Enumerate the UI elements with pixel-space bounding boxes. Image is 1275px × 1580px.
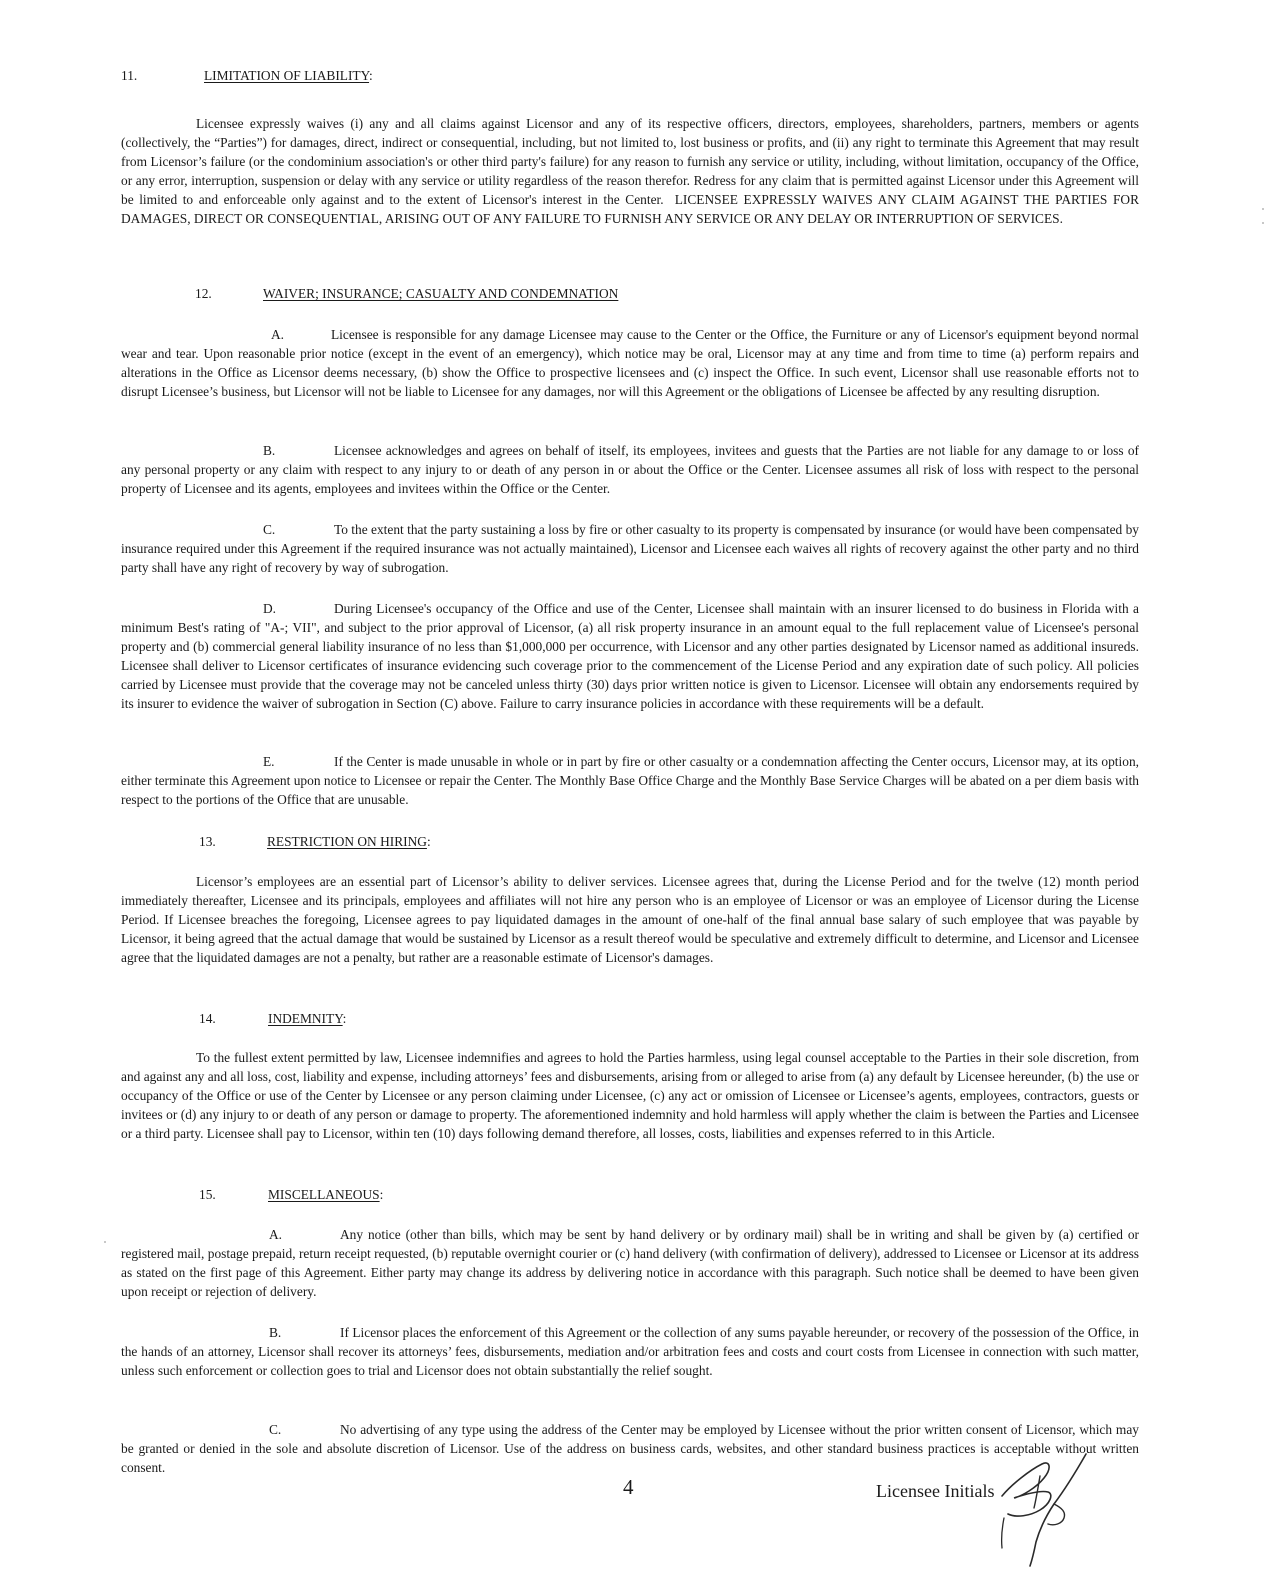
section-title: LIMITATION OF LIABILITY	[204, 68, 370, 83]
scan-speck	[104, 1241, 106, 1243]
section-12-e	[121, 752, 1139, 809]
section-number: 13.	[199, 834, 216, 849]
section-15-heading: 15. MISCELLANEOUS:	[199, 1187, 384, 1202]
section-number: 15.	[199, 1187, 216, 1202]
section-11-heading: 11. LIMITATION OF LIABILITY:	[121, 68, 373, 83]
scan-speck	[1262, 208, 1264, 210]
sub-label: B.	[263, 443, 276, 458]
section-12-d	[121, 599, 1139, 713]
section-12-c	[121, 520, 1139, 577]
section-13-heading: 13. RESTRICTION ON HIRING:	[199, 834, 431, 849]
sub-label: C.	[263, 522, 276, 537]
paragraph-text: Licensee expressly waives (i) any and all claims against Licensor and any of its respective officers, directors, employees, shareholders, partners, members or agents (collectively, the “Parties”) for damages, direct, indirect or consequential, including, but not limited to, lost business or profits, and (ii) any right to terminate this Agreement that may result from Licensor’s failure (or the condominium association's or other third party's failure) for any reason to furnish any service or utility, including, without limitation, occupancy of the Office, or any error, interruption, suspension or delay with any service or utility regardless of the reason therefor. Redress for any claim that is permitted against Licensor under this Agreement will be limited to and enforceable only against and to the extent of Licensor's interest in the Center.	[121, 116, 1139, 207]
section-12-heading	[195, 284, 618, 303]
sub-label: A.	[269, 1227, 283, 1242]
section-number: 11.	[121, 68, 138, 83]
sub-label: A.	[271, 327, 285, 342]
sub-label: E.	[263, 754, 275, 769]
paragraph-text: If the Center is made unusable in whole or in part by fire or other casualty or a condemnation affecting the Center occurs, Licensor may, at its option, either terminate this Agreement upon notice to Licensee or repair the Center. The Monthly Base Office Charge and the Monthly Base Service Charges will be abated on a per diem basis with respect to the portions of the Office that are unusable.	[121, 754, 1139, 807]
section-title: INDEMNITY	[268, 1011, 343, 1026]
paragraph-text: Licensee acknowledges and agrees on behalf of itself, its employees, invitees and guests that the Parties are not liable for any damage to or loss of any personal property or any claim with respect to any injury to or death of any person in or about the Office or the Center. Licensee assumes all risk of loss with respect to the personal property of Licensee and its agents, employees and invitees within the Office or the Center.	[121, 443, 1139, 496]
page-number: 4	[623, 1475, 634, 1499]
section-number: 12.	[195, 286, 212, 301]
paragraph-text: To the extent that the party sustaining a loss by fire or other casualty to its property is compensated by insurance (or would have been compensated by insurance required under this Agreement if the required insurance was not actually maintained), Licensor and Licensee each waives all rights of recovery against the other party and no third party shall have any right of recovery by way of subrogation.	[121, 522, 1139, 575]
section-13-body	[121, 872, 1139, 967]
paragraph-text: Any notice (other than bills, which may be sent by hand delivery or by ordinary mail) shall be in writing and shall be given by (a) certified or registered mail, postage prepaid, return receipt requested, (b) reputable overnight courier or (c) hand delivery (with confirmation of delivery), addressed to Licensee or Licensor at its address as stated on the first page of this Agreement. Either party may change its address by delivering notice in accordance with this paragraph. Such notice shall be deemed to have been given upon receipt or rejection of delivery.	[121, 1227, 1139, 1299]
paragraph-caps-text: LICENSEE EXPRESSLY WAIVES ANY CLAIM AGAINST THE PARTIES FOR DAMAGES, DIRECT OR CONSEQUENTIAL, ARISING OUT OF ANY FAILURE TO FURNISH ANY SERVICE OR ANY DELAY OR INTERRUPTION OF SERVICES.	[121, 192, 1139, 226]
initials-label: Licensee Initials	[876, 1481, 995, 1501]
paragraph-text: Licensor’s employees are an essential part of Licensor’s ability to deliver services. Licensee agrees that, during the License Period and for the twelve (12) month period immediately thereafter, Licensee and its principals, employees and affiliates will not hire any person who is an employee of Licensor or was an employee of Licensor during the License Period. If Licensee breaches the foregoing, Licensee agrees to pay liquidated damages in the amount of one-half of the final annual base salary of such employee that was payable by Licensor, it being agreed that the actual damage that would be sustained by Licensor as a result thereof would be speculative and extremely difficult to determine, and Licensor and Licensee agree that the liquidated damages are not a penalty, but rather are a reasonable estimate of Licensor's damages.	[121, 874, 1139, 965]
sub-label: C.	[269, 1422, 282, 1437]
section-15-b	[121, 1323, 1139, 1380]
section-14-body	[121, 1048, 1139, 1143]
section-12-a	[121, 325, 1139, 401]
sub-label: B.	[269, 1325, 282, 1340]
section-15-a	[121, 1225, 1139, 1301]
paragraph-text: No advertising of any type using the address of the Center may be employed by Licensee without the prior written consent of Licensor, which may be granted or denied in the sole and absolute discretion of Licensor. Use of the address on business cards, websites, and other standard business practices is acceptable without written consent.	[121, 1422, 1139, 1475]
section-12-b	[121, 441, 1139, 498]
paragraph-text: To the fullest extent permitted by law, Licensee indemnifies and agrees to hold the Parties harmless, using legal counsel acceptable to the Parties in their sole discretion, from and against any and all loss, cost, liability and expense, including attorneys’ fees and disbursements, arising from or alleged to arise from (a) any default by Licensee hereunder, (b) the use or occupancy of the Office or use of the Center by Licensee or any person claiming under Licensee, (c) any act or omission of Licensee or Licensee’s agents, employees, contractors, guests or invitees or (d) any injury to or death of any person or damage to property. The aforementioned indemnity and hold harmless will apply whether the claim is between the Parties and Licensee or a third party. Licensee shall pay to Licensor, within ten (10) days following demand therefore, all losses, costs, liabilities and expenses referred to in this Article.	[121, 1050, 1139, 1141]
paragraph-text: During Licensee's occupancy of the Office and use of the Center, Licensee shall maintain with an insurer licensed to do business in Florida with a minimum Best's rating of "A-; VII", and subject to the prior approval of Licensor, (a) all risk property insurance in an amount equal to the full replacement value of Licensee's personal property and (b) commercial general liability insurance of no less than $1,000,000 per occurrence, with Licensor and any other parties designated by Licensor named as additional insureds. Licensee shall deliver to Licensor certificates of insurance evidencing such coverage prior to the commencement of the License Period and any expiration date of such policy. All policies carried by Licensee must provide that the coverage may not be canceled unless thirty (30) days prior written notice is given to Licensor. Licensee will obtain any endorsements required by its insurer to evidence the waiver of subrogation in Section (C) above. Failure to carry insurance policies in accordance with these requirements will be a default.	[121, 601, 1139, 711]
section-title: WAIVER; INSURANCE; CASUALTY AND CONDEMNATION	[263, 286, 619, 301]
sub-label: D.	[263, 601, 277, 616]
section-title: MISCELLANEOUS	[268, 1187, 380, 1202]
paragraph-text: If Licensor places the enforcement of this Agreement or the collection of any sums payable hereunder, or recovery of the possession of the Office, in the hands of an attorney, Licensor shall recover its attorneys’ fees, disbursements, mediation and/or arbitration fees and costs and court costs from Licensee in connection with such matter, unless such enforcement or collection goes to trial and Licensor does not obtain substantially the relief sought.	[121, 1325, 1139, 1378]
section-11-body	[121, 114, 1139, 228]
section-number: 14.	[199, 1011, 216, 1026]
scan-speck	[1262, 222, 1264, 224]
handwritten-initials-signature	[992, 1448, 1092, 1573]
paragraph-text: Licensee is responsible for any damage Licensee may cause to the Center or the Office, the Furniture or any of Licensor's equipment beyond normal wear and tear. Upon reasonable prior notice (except in the event of an emergency), which notice may be oral, Licensor may at any time and from time to time (a) perform repairs and alterations in the Office as Licensor deems necessary, (b) show the Office to prospective licensees and (c) inspect the Office. In such event, Licensor shall use reasonable efforts not to disrupt Licensee’s business, but Licensor will not be liable to Licensee for any damages, nor will this Agreement or the obligations of Licensee be affected by any resulting disruption.	[121, 327, 1139, 399]
section-14-heading: 14. INDEMNITY:	[199, 1011, 347, 1026]
section-title: RESTRICTION ON HIRING	[267, 834, 427, 849]
section-15-c	[121, 1420, 1139, 1477]
